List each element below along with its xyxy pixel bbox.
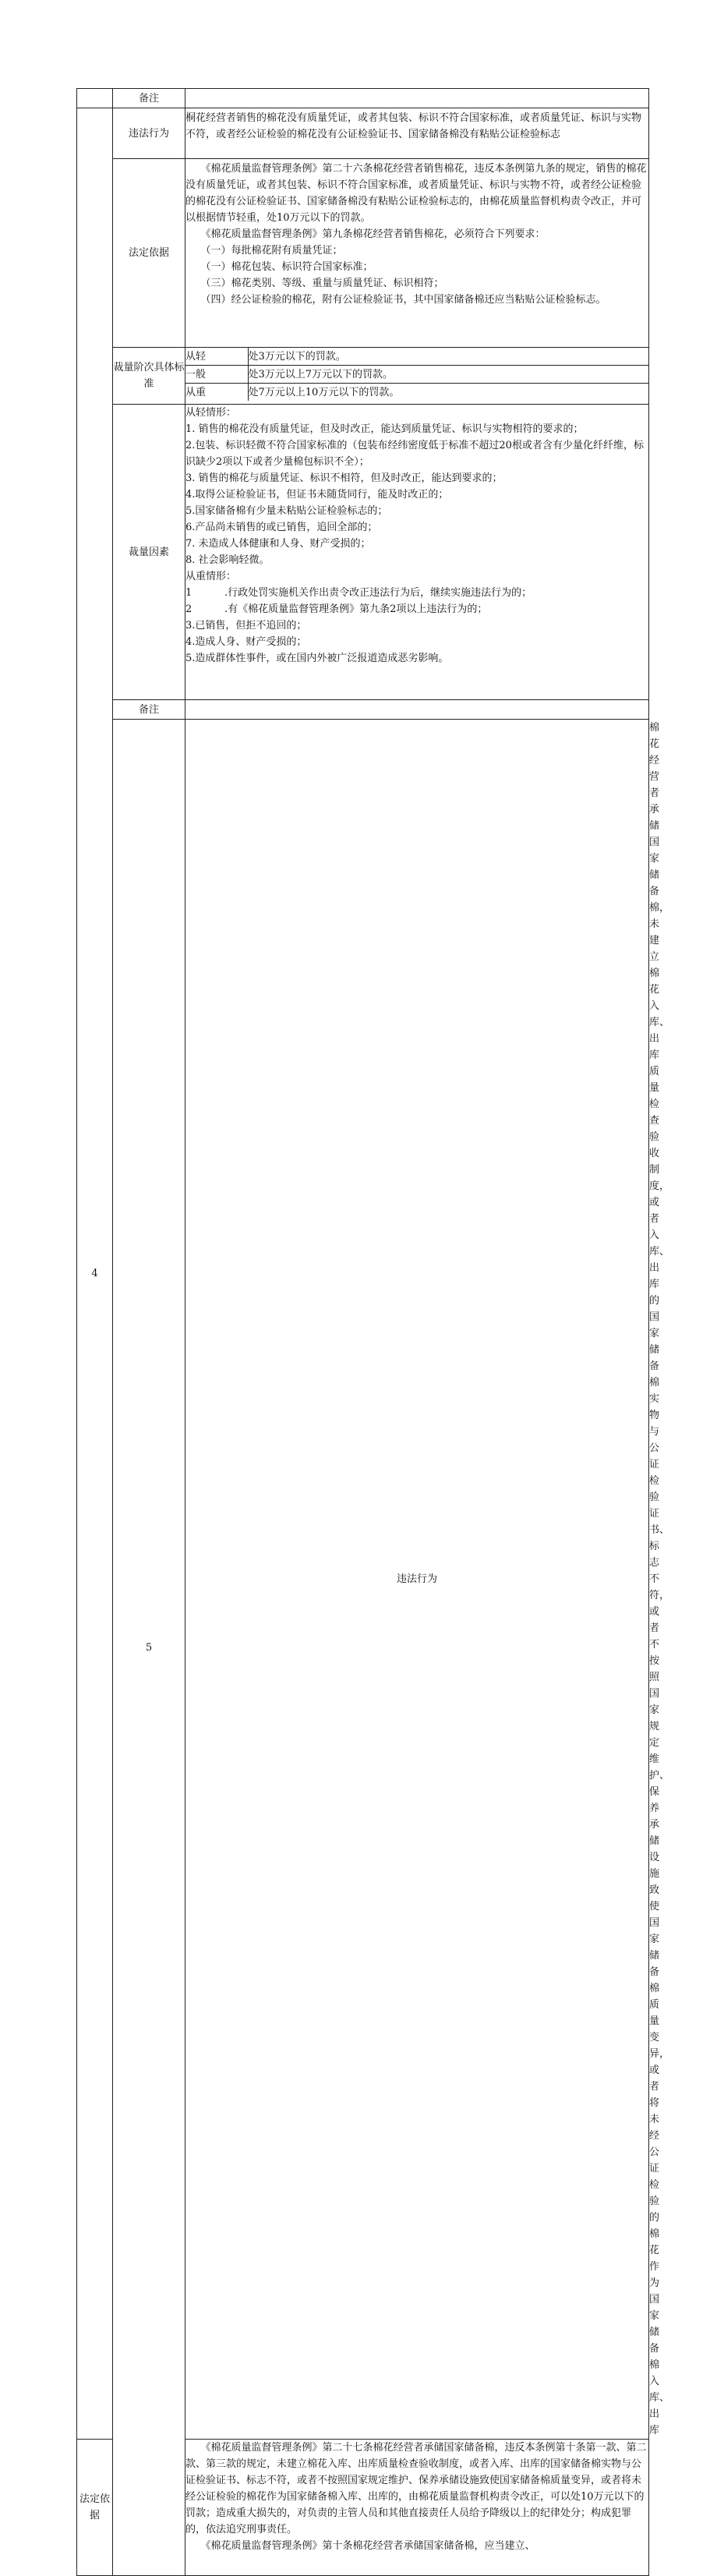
prev-remark-row xyxy=(77,89,649,108)
grade-penalty: 处3万元以上7万元以下的罚款。 xyxy=(248,366,648,384)
basis-text xyxy=(185,2440,649,2576)
violation-label: 违法行为 xyxy=(113,108,185,159)
heavy-item-number: 1 xyxy=(185,587,192,599)
row4-violation xyxy=(77,108,649,159)
light-item: 5.国家储备棉有少量未粘贴公证检验标志的； xyxy=(185,505,388,517)
grade-row xyxy=(185,366,648,384)
light-title: 从轻情形： xyxy=(185,407,237,419)
light-item: 3. 销售的棉花与质量凭证、标识不相符，但及时改正，能达到要求的； xyxy=(185,472,503,484)
violation-text: 桐花经营者销售的棉花没有质量凭证，或者其包装、标识不符合国家标准，或者质量凭证、标识与实物不符，或者经公证检验的棉花没有公证检验证书、国家储备棉没有粘贴公证检验标志 xyxy=(185,108,649,159)
remark-label: 备注 xyxy=(113,700,185,720)
light-item: 6.产品尚未销售的或已销售，追回全部的； xyxy=(185,522,378,533)
heavy-item xyxy=(185,601,648,617)
basis-paragraph: 《棉花质量监督管理条例》第二十七条棉花经营者承储国家储备棉，违反本条例第十条第一款、第二款、第三款的规定，未建立棉花入库、出库质量检查验收制度，或者入库、出库的国家储备棉实物与公证检验证书、标志不符，或者不按照国家规定维护、保养承储设施致使国家储备棉质量变异，或者将未经公证检验的棉花作为国家储备棉入库、出库的，由棉花质量监督机构责令改正，可以处10万元以下的罚款；造成重大损失的，对负责的主管人员和其他直接责任人员给予降级以上的纪律处分；构成犯罪的，依法追究刑事责任。 xyxy=(185,2442,647,2535)
grade-level: 一般 xyxy=(185,366,248,384)
factor-text xyxy=(185,405,649,700)
basis-text xyxy=(185,159,649,348)
basis-label: 法定依据 xyxy=(77,2440,113,2576)
basis-paragraph: （四）经公证检验的棉花，附有公证检验证书，其中国家储备棉还应当粘贴公证检验标志。 xyxy=(200,294,606,306)
grade-table-cell xyxy=(185,348,649,405)
light-item: 1. 销售的棉花没有质量凭证，但及时改正，能达到质量凭证、标识与实物相符的要求的； xyxy=(185,423,584,435)
row4-remark xyxy=(77,700,649,720)
grade-penalty: 处7万元以上10万元以下的罚款。 xyxy=(248,386,400,398)
factor-label: 裁量因素 xyxy=(113,405,185,700)
row4-grades xyxy=(77,348,649,405)
grade-row xyxy=(185,348,648,366)
basis-paragraph: 《棉花质量监督管理条例》第九条棉花经营者销售棉花，必须符合下列要求： xyxy=(200,228,546,240)
heavy-item: 4.造成人身、财产受损的； xyxy=(185,636,307,648)
light-item: 8. 社会影响轻微。 xyxy=(185,554,270,566)
remark-text xyxy=(185,89,649,108)
grade-penalty: 处3万元以下的罚款。 xyxy=(248,348,648,366)
remark-label: 备注 xyxy=(113,89,185,108)
basis-paragraph: （三）棉花类别、等级、重量与质量凭证、标识相符； xyxy=(200,278,444,289)
grade-table xyxy=(185,348,648,401)
item-number: 5 xyxy=(113,720,185,2576)
basis-paragraph: （一）棉花包装、标识符合国家标准； xyxy=(200,261,373,273)
basis-paragraph: 《棉花质量监督管理条例》第十条棉花经营者承储国家储备棉，应当建立、 xyxy=(200,2540,535,2552)
heavy-title: 从重情形： xyxy=(185,571,237,582)
penalty-table xyxy=(76,88,670,2576)
row4-basis xyxy=(77,159,649,348)
row4-factors xyxy=(77,405,649,700)
heavy-item-number: 2 xyxy=(185,603,192,615)
grade-row xyxy=(185,384,648,402)
light-item: 4.取得公证检验证书，但证书未随货同行，能及时改正的； xyxy=(185,489,449,501)
violation-label: 违法行为 xyxy=(185,720,649,2440)
grade-level: 从轻 xyxy=(185,348,248,366)
row5-violation: 5 违法行为 棉花经营者承储国家储备棉，未建立棉花入库、出库质量检查验收制度，或者入库、出库的国家储备棉实物与公证检验证书、标志不符，或者不按照国家规定维护、保养承储设施致使国家储备棉质量变异，或者将未经公证检验的棉花作为国家储备棉入库、出库 xyxy=(77,720,649,2440)
heavy-item-text: .行政处罚实施机关作出责令改正违法行为后，继续实施违法行为的； xyxy=(224,587,532,599)
light-item: 2.包装、标识轻微不符合国家标准的（包装布经纬密度低于标准不超过20根或者含有少量化纤纤维，标识缺少2项以下或者少量棉包标识不全）； xyxy=(185,440,644,468)
basis-label: 法定依据 xyxy=(113,159,185,348)
heavy-item: 3.已销售，但拒不追回的； xyxy=(185,620,307,632)
item-number: 4 xyxy=(77,108,113,2440)
basis-paragraph: 《棉花质量监督管理条例》第二十六条棉花经营者销售棉花，违反本条例第九条的规定，销售的棉花没有质量凭证，或者其包装、标识不符合国家标准，或者质量凭证、标识与实物不符，或者经公证检验的棉花没有公证检验证书、国家储备棉没有粘贴公证检验标志的，由棉花质量监督机构责令改正，并可以根据情节轻重，处10万元以下的罚款。 xyxy=(185,163,647,224)
heavy-item: 5.造成群体性事件，或在国内外被广泛报道造成恶劣影响。 xyxy=(185,653,449,664)
light-item: 7. 未造成人体健康和人身、财产受损的； xyxy=(185,538,371,550)
basis-paragraph: （一）每批棉花附有质量凭证； xyxy=(200,245,343,257)
grade-level: 从重 xyxy=(185,384,248,402)
heavy-item-text: .有《棉花质量监督管理条例》第九条2项以上违法行为的； xyxy=(224,603,488,615)
grade-label: 裁量阶次具体标准 xyxy=(113,348,185,405)
remark-text xyxy=(185,700,649,720)
heavy-item xyxy=(185,585,648,601)
